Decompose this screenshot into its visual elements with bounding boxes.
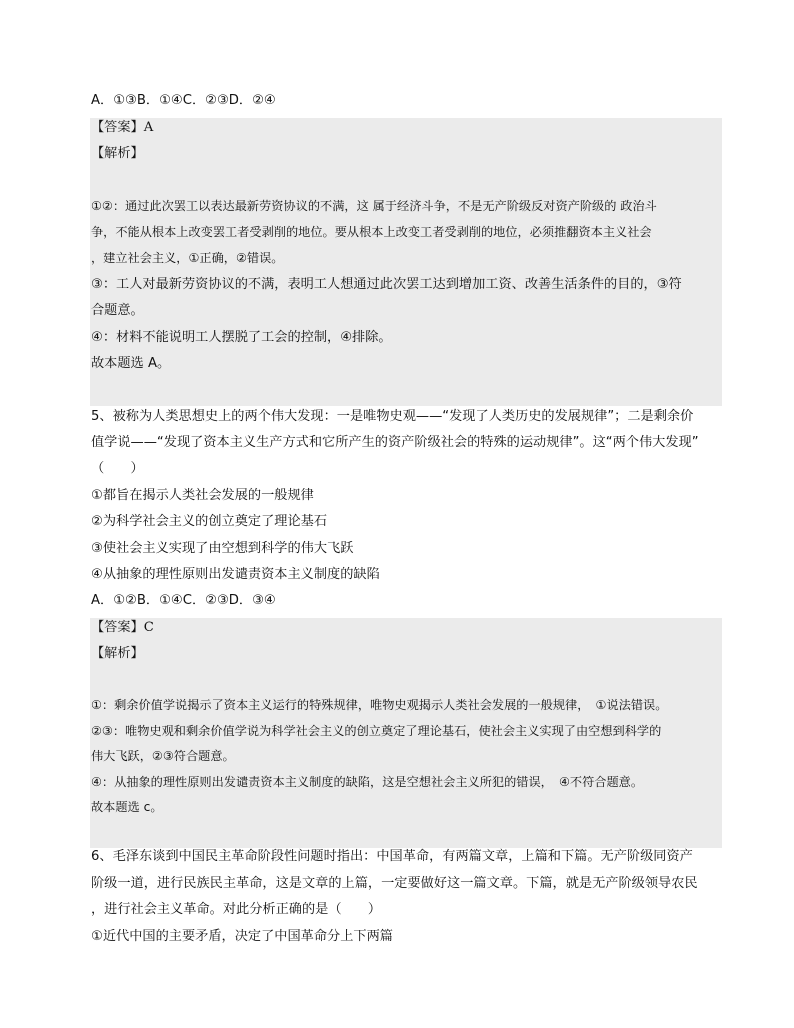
q4-options: A．①③B．①④C．②③D．②④ bbox=[91, 93, 276, 108]
q4-analysis-line: 合题意。 bbox=[91, 303, 144, 318]
q6-stem-line: 阶级一道，进行民族民主革命，这是文章的上篇，一定要做好这一篇文章。下篇，就是无产阶级领导农民 bbox=[91, 876, 698, 891]
q6-stem-line: ，进行社会主义革命。对此分析正确的是（ ） bbox=[91, 902, 382, 917]
q5-analysis-line: ②③：唯物史观和剩余价值学说为科学社会主义的创立奠定了理论基石，使社会主义实现了由空想到科学的 bbox=[91, 724, 662, 738]
q5-analysis-label: 【解析】 bbox=[91, 646, 144, 661]
q6-choice-item: ①近代中国的主要矛盾，决定了中国革命分上下两篇 bbox=[91, 929, 393, 944]
q4-analysis-conclusion: 故本题选 A。 bbox=[91, 356, 171, 371]
q5-answer: 【答案】C bbox=[91, 620, 154, 635]
q5-analysis-line: ①：剩余价值学说揭示了资本主义运行的特殊规律，唯物史观揭示人类社会发展的一般规律， ①说法错误。 bbox=[91, 698, 668, 712]
q5-options: A．①②B．①④C．②③D．③④ bbox=[91, 593, 276, 608]
q5-analysis-line: ④：从抽象的理性原则出发谴责资本主义制度的缺陷，这是空想社会主义所犯的错误， ④不符合题意。 bbox=[91, 775, 644, 789]
q5-stem-line: 值学说——“发现了资本主义生产方式和它所产生的资产阶级社会的特殊的运动规律”。这“两个伟大发现” bbox=[91, 435, 699, 450]
q5-analysis-conclusion: 故本题选 c。 bbox=[91, 800, 163, 814]
q5-choice-item: ③使社会主义实现了由空想到科学的伟大飞跃 bbox=[91, 541, 354, 556]
q5-stem-line: （ ） bbox=[91, 461, 144, 476]
q5-stem-line: 5、被称为人类思想史上的两个伟大发现：一是唯物史观——“发现了人类历史的发展规律”；二是剩余价 bbox=[91, 409, 694, 424]
q4-analysis-line: 争，不能从根本上改变罢工者受剥削的地位。要从根本上改变工者受剥削的地位，必须推翻资本主义社会 bbox=[91, 225, 652, 239]
q4-analysis-line: ①②：通过此次罢工以表达最新劳资协议的不满，这 属于经济斗争，不是无产阶级反对资产阶级的 政治斗 bbox=[91, 199, 657, 213]
q4-analysis-line: ，建立社会主义，①正确，②错误。 bbox=[91, 251, 284, 265]
q5-choice-item: ②为科学社会主义的创立奠定了理论基石 bbox=[91, 514, 328, 529]
q4-analysis-line: ③：工人对最新劳资协议的不满，表明工人想通过此次罢工达到增加工资、改善生活条件的目的，③符 bbox=[91, 277, 682, 292]
q4-analysis-line: ④：材料不能说明工人摆脱了工会的控制，④排除。 bbox=[91, 330, 392, 345]
q6-stem-line: 6、毛泽东谈到中国民主革命阶段性问题时指出：中国革命，有两篇文章，上篇和下篇。无产阶级同资产 bbox=[91, 849, 693, 864]
q4-answer: 【答案】A bbox=[91, 120, 154, 135]
q5-choice-item: ①都旨在揭示人类社会发展的一般规律 bbox=[91, 488, 314, 503]
q4-analysis-label: 【解析】 bbox=[91, 146, 144, 161]
q5-analysis-line: 伟大飞跃，②③符合题意。 bbox=[91, 749, 235, 763]
q5-choice-item: ④从抽象的理性原则出发谴责资本主义制度的缺陷 bbox=[91, 567, 380, 582]
